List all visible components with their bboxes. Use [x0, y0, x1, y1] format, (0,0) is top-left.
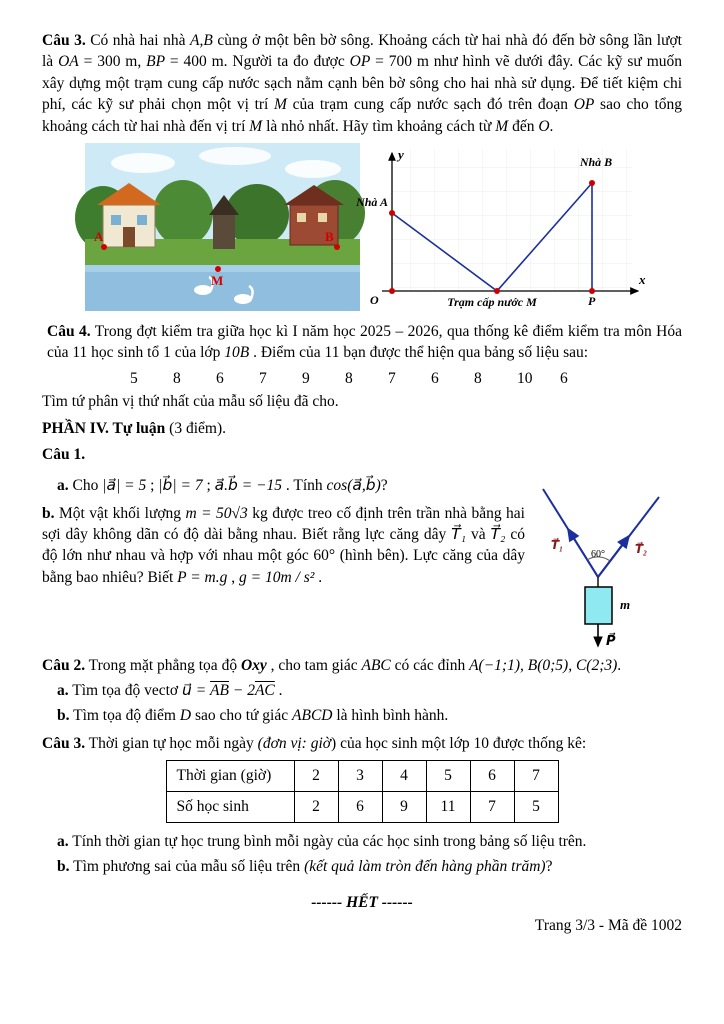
t1-label: T⃗₁ [550, 537, 564, 552]
cau4-question: Tìm tứ phân vị thứ nhất của mẫu số liệu đã cho. [42, 393, 339, 410]
table-cell: 9 [382, 792, 426, 823]
cau2a-text: a. Tìm tọa độ vectơ u⃗ = $\overline{AB} - 2\overline{AC}$ . [57, 681, 283, 699]
mass-label: m [620, 596, 631, 612]
grid-background [392, 146, 632, 291]
score-value: 10 [517, 369, 533, 387]
cau4-scores-row [130, 368, 682, 389]
table-cell: 2 [294, 792, 338, 823]
score-value: 7 [388, 369, 396, 387]
score-value: 5 [130, 369, 138, 387]
table-row-students [166, 792, 558, 823]
tree [153, 180, 213, 246]
study-time-table [166, 760, 559, 823]
nha-a-label: Nhà A [356, 194, 388, 209]
phan4-heading: PHẦN IV. Tự luận (3 điểm). [42, 420, 226, 438]
photo-m-label: M [211, 272, 224, 288]
cau4-problem-text: Câu 4. Trong đợt kiểm tra giữa học kì I năm học 2025 – 2026, qua thống kê điểm kiểm tra môn Hóa của 11 học sinh tổ 1 của lớp 10B . Điểm của 11 bạn được thể hiện qua bảng số liệu sau: [47, 322, 682, 362]
score-value: 8 [173, 369, 181, 387]
mass-box [585, 587, 612, 624]
swan [234, 294, 252, 304]
point-a [389, 210, 395, 216]
cau1b-block [42, 503, 682, 648]
cau3b-b-text: b. Tìm phương sai của mẫu số liệu trên (kết quả làm tròn đến hàng phần trăm)? [57, 858, 553, 876]
door [123, 227, 135, 247]
station-label: Trạm cấp nước M [447, 294, 537, 309]
score-value: 7 [259, 369, 267, 387]
table-header-time: Thời gian (giờ) [166, 761, 294, 792]
cloud [111, 153, 175, 173]
angle-label: 60° [591, 548, 605, 560]
cau1a-text: a. Cho |a⃗| = 5 ; |b⃗| = 7 ; a⃗.b⃗ = −15 . Tính cos(a⃗,b⃗)? [57, 477, 388, 495]
cau3-problem-text: Câu 3. Có nhà hai nhà A,B cùng ở một bên bờ sông. Khoảng cách từ hai nhà đó đến bờ sông lần lượt là OA = 300 m, BP = 400 m. Người ta đo được OP = 700 m như hình vẽ dưới đây. Các kỹ sư muốn xây dựng một trạm cung cấp nước sạch nằm cạnh bên bờ sông cho hai nhà sử dụng. Để tiết kiệm chi phí, các kỹ sư phải chọn một vị trí M của trạm cung cấp nước sạch đó trên đoạn OP sao cho tổng khoảng cách từ hai nhà đến vị trí M là nhỏ nhất. Hãy tìm khoảng cách từ M đến O. [42, 32, 683, 135]
water-edge [85, 265, 360, 272]
cau3b-intro: Câu 3. Thời gian tự học mỗi ngày (đơn vị: giờ) của học sinh một lớp 10 được thống kê: [42, 734, 587, 752]
score-value: 6 [216, 369, 224, 387]
table-header-students: Số học sinh [166, 792, 294, 823]
nha-b-label: Nhà B [579, 154, 613, 169]
cau3b-a-text: a. Tính thời gian tự học trung bình mỗi ngày của các học sinh trong bảng số liệu trên. [57, 833, 587, 850]
table-cell: 6 [470, 761, 514, 792]
photo-b-label: B [325, 228, 334, 244]
cloud [199, 147, 271, 165]
table-cell: 7 [470, 792, 514, 823]
photo-a-label: A [94, 228, 104, 244]
photo-marker-m [215, 266, 221, 272]
cau1b-text: b. Một vật khối lượng m = 50√3 kg được treo cố định trên trần nhà bằng hai sợi dây không dãn có độ dài bằng nhau. Biết rằng lực căng dây T⃗₁ và T⃗₂ có độ lớn như nhau và hợp với nhau một góc 60° (hình bên). Lực căng của dây bằng bao nhiêu? Biết P = m.g , g = 10m / s² . [42, 504, 525, 586]
table-cell: 5 [514, 792, 558, 823]
table-cell: 2 [294, 761, 338, 792]
table-cell: 5 [426, 761, 470, 792]
x-axis-label: x [639, 271, 646, 287]
window [137, 215, 147, 225]
window [297, 213, 306, 222]
riverside-photo [85, 143, 360, 311]
page-number: Trang 3/3 - Mã đề 1002 [534, 917, 682, 935]
o-label: O [370, 292, 379, 307]
tension-force-diagram [535, 487, 670, 655]
weight-label: P⃗ [606, 632, 616, 648]
table-cell: 3 [338, 761, 382, 792]
y-axis-label: y [398, 146, 404, 162]
score-value: 6 [560, 369, 568, 387]
score-value: 8 [474, 369, 482, 387]
window [318, 213, 327, 222]
table-cell: 6 [338, 792, 382, 823]
coordinate-diagram [356, 143, 652, 311]
cau2b-text: b. Tìm tọa độ điểm D sao cho tứ giác ABCD là hình bình hành. [57, 707, 449, 725]
score-value: 8 [345, 369, 353, 387]
table-row-time [166, 761, 558, 792]
score-value: 9 [302, 369, 310, 387]
swan [194, 285, 212, 295]
station-building [213, 215, 235, 249]
cau1-label: Câu 1. [42, 445, 86, 463]
point-b [589, 180, 595, 186]
photo-marker-a [101, 244, 107, 250]
t2-label: T⃗₂ [634, 541, 648, 556]
cau3-figures [85, 143, 682, 311]
table-cell: 7 [514, 761, 558, 792]
table-cell: 11 [426, 792, 470, 823]
point-m [494, 288, 500, 294]
point-o [389, 288, 395, 294]
cloud [285, 160, 341, 178]
cau2-text: Câu 2. Trong mặt phẳng tọa độ Oxy , cho tam giác ABC có các đỉnh A(−1;1), B(0;5), C(2;3). [42, 656, 622, 674]
window [111, 215, 121, 225]
end-marker: ------ HẾT ------ [311, 893, 413, 911]
photo-marker-b [334, 244, 340, 250]
table-cell: 4 [382, 761, 426, 792]
score-value: 6 [431, 369, 439, 387]
p-label: P [588, 293, 596, 308]
